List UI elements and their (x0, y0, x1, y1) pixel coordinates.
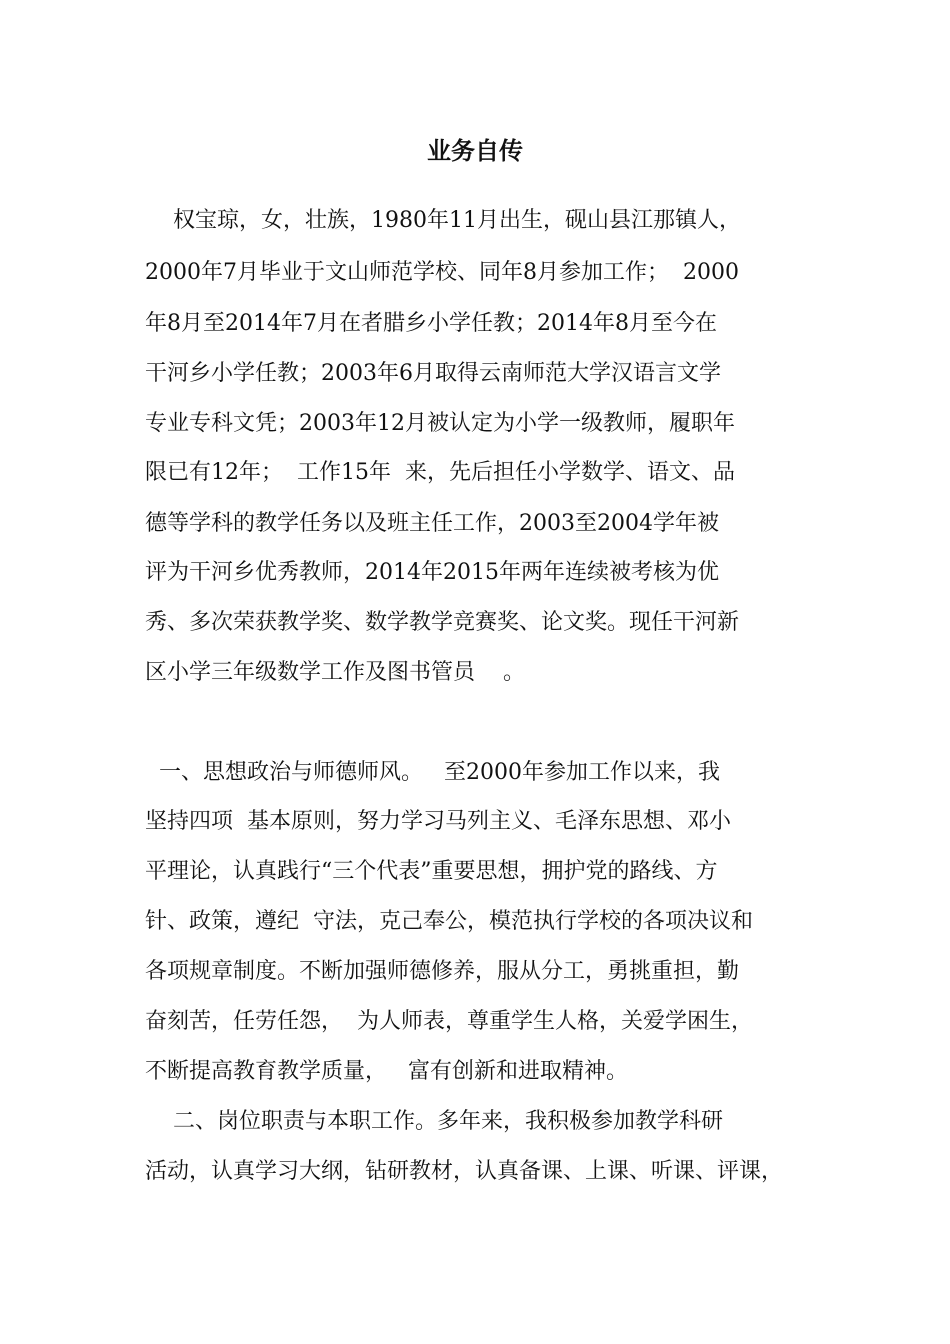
section-heading-line: 一、思想政治与师德师风。 至2000年参加工作以来，我 (145, 760, 720, 785)
text-line: 秀、多次荣获教学奖、数学教学竞赛奖、论文奖。现任干河新 (145, 610, 740, 635)
text-line: 评为干河乡优秀教师，2014年2015年两年连续被考核为优 (145, 560, 719, 585)
text-line: 干河乡小学任教；2003年6月取得云南师范大学汉语言文学 (145, 361, 721, 386)
text-line: 限已有12年； 工作15年 来，先后担任小学数学、语文、品 (145, 460, 735, 485)
text-line: 针、政策，遵纪 守法，克己奉公，模范执行学校的各项决议和 (145, 909, 753, 934)
text-line: 专业专科文凭；2003年12月被认定为小学一级教师，履职年 (145, 411, 735, 436)
text-line: 德等学科的教学任务以及班主任工作，2003至2004学年被 (145, 511, 719, 536)
section-heading-line: 二、岗位职责与本职工作。多年来，我积极参加教学科研 (145, 1109, 723, 1134)
document-title: 业务自传 (427, 136, 523, 165)
text-line: 活动，认真学习大纲，钻研教材，认真备课、上课、听课、评课， (145, 1159, 784, 1184)
text-line: 区小学三年级数学工作及图书管员 。 (145, 660, 525, 685)
text-line: 坚持四项 基本原则，努力学习马列主义、毛泽东思想、邓小 (145, 809, 731, 834)
text-line: 年8月至2014年7月在者腊乡小学任教；2014年8月至今在 (145, 311, 717, 336)
text-line: 平理论，认真践行“三个代表”重要思想，拥护党的路线、方 (145, 859, 718, 884)
text-line: 奋刻苦，任劳任怨， 为人师表，尊重学生人格，关爱学困生， (145, 1009, 753, 1034)
text-line: 不断提高教育教学质量， 富有创新和进取精神。 (145, 1059, 628, 1084)
text-line: 2000年7月毕业于文山师范学校、同年8月参加工作； 2000 (145, 260, 739, 285)
text-line: 权宝琼，女，壮族，1980年11月出生，砚山县江那镇人， (145, 208, 741, 233)
text-line: 各项规章制度。不断加强师德修养，服从分工，勇挑重担，勤 (145, 959, 740, 984)
